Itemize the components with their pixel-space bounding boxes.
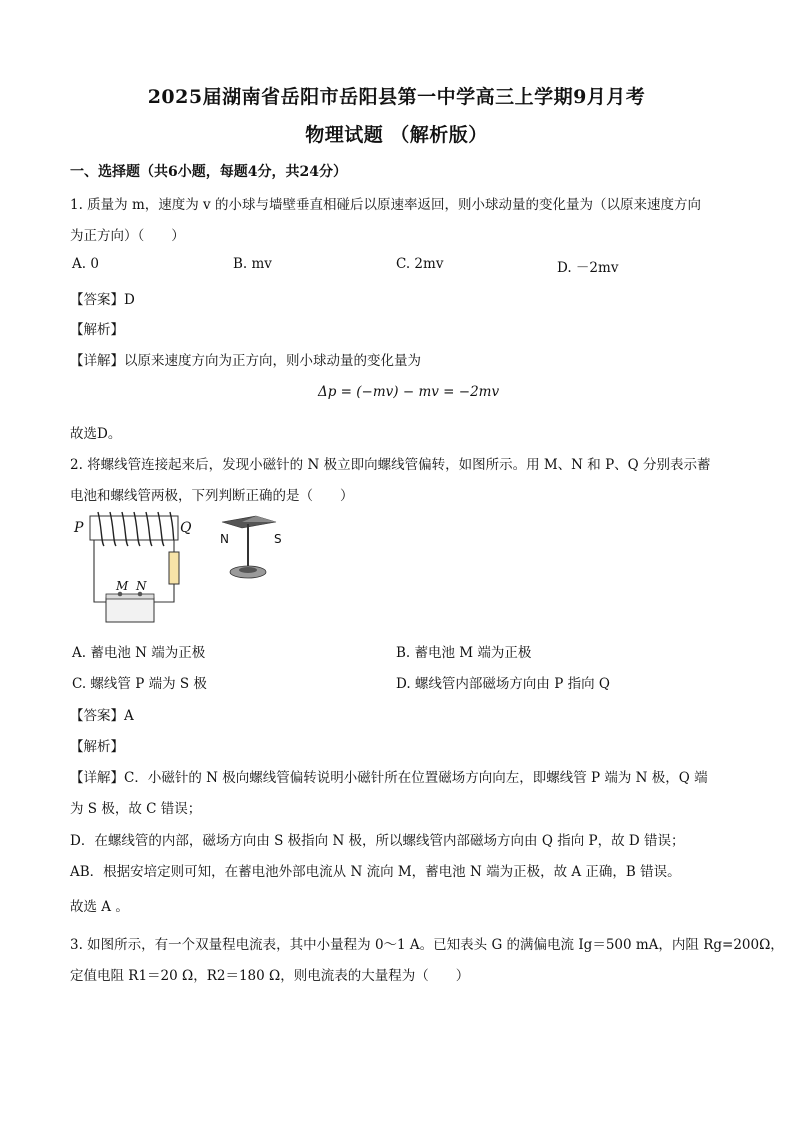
q1-stem-line1: 1. 质量为 m，速度为 v 的小球与墙壁垂直相碰后以原速率返回，则小球动量的变化量为（以原来速度方向 bbox=[70, 197, 701, 213]
q3-stem-line2: 定值电阻 R1＝20 Ω，R2＝180 Ω，则电流表的大量程为（ ） bbox=[70, 968, 470, 984]
q2-option-d: D. 螺线管内部磁场方向由 P 指向 Q bbox=[396, 676, 610, 692]
needle-n-label: N bbox=[220, 532, 229, 546]
label-n-battery: N bbox=[136, 579, 147, 593]
needle-s-label: S bbox=[274, 532, 282, 546]
q1-detail: 【详解】以原来速度方向为正方向，则小球动量的变化量为 bbox=[70, 353, 421, 369]
q1-option-b: B. mv bbox=[233, 256, 272, 272]
battery-top bbox=[106, 594, 154, 599]
label-m: M bbox=[116, 579, 129, 593]
solenoid-core bbox=[90, 516, 178, 540]
q2-detail-line4: AB．根据安培定则可知，在蓄电池外部电流从 N 流向 M，蓄电池 N 端为正极，故 A 正确，B 错误。 bbox=[70, 864, 681, 880]
q2-detail-line2: 为 S 极，故 C 错误； bbox=[70, 801, 202, 817]
q2-option-b: B. 蓄电池 M 端为正极 bbox=[396, 645, 532, 661]
left-wire bbox=[94, 540, 106, 602]
q2-detail-line1: 【详解】C．小磁针的 N 极向螺线管偏转说明小磁针所在位置磁场方向向左，即螺线管 P 端为 N 极，Q 端 bbox=[70, 770, 708, 786]
magnetic-needle bbox=[222, 516, 276, 578]
q2-answer: 【答案】A bbox=[70, 708, 134, 724]
q1-option-c: C. 2mv bbox=[396, 256, 444, 272]
right-wire-bottom bbox=[154, 584, 174, 602]
q1-conclusion: 故选D。 bbox=[70, 426, 122, 442]
q2-detail-line3: D．在螺线管的内部，磁场方向由 S 极指向 N 极，所以螺线管内部磁场方向由 Q 指向 P，故 D 错误； bbox=[70, 833, 685, 849]
q1-option-a: A. 0 bbox=[72, 256, 99, 272]
q1-answer: 【答案】D bbox=[70, 292, 135, 308]
page-title-line1: 2025届湖南省岳阳市岳阳县第一中学高三上学期9月月考 bbox=[147, 86, 646, 108]
q1-analysis-label: 【解析】 bbox=[70, 322, 124, 338]
q2-option-c: C. 螺线管 P 端为 S 极 bbox=[72, 676, 207, 692]
q2-analysis-label: 【解析】 bbox=[70, 739, 124, 755]
label-q: Q bbox=[180, 520, 192, 536]
q2-option-a: A. 蓄电池 N 端为正极 bbox=[72, 645, 206, 661]
q2-stem-line1: 2. 将螺线管连接起来后，发现小磁针的 N 极立即向螺线管偏转，如图所示。用 M、N 和 P、Q 分别表示蓄 bbox=[70, 457, 711, 473]
label-p: P bbox=[74, 520, 84, 536]
section-heading: 一、选择题（共6小题，每题4分，共24分） bbox=[70, 164, 347, 180]
page-title-line2: 物理试题 （解析版） bbox=[305, 124, 488, 146]
q1-option-d: D. －2mv bbox=[557, 260, 619, 276]
battery bbox=[106, 598, 154, 622]
q2-figure bbox=[70, 510, 310, 630]
q3-stem-line1: 3. 如图所示，有一个双量程电流表，其中小量程为 0～1 A。已知表头 G 的满偏电流 Ig＝500 mA，内阻 Rg=200Ω， bbox=[70, 937, 784, 953]
q2-conclusion: 故选 A 。 bbox=[70, 899, 129, 915]
q1-formula: Δp = (−mv) − mv = −2mv bbox=[318, 384, 500, 400]
q2-stem-line2: 电池和螺线管两极，下列判断正确的是（ ） bbox=[70, 488, 354, 504]
q1-stem-line2: 为正方向）（ ） bbox=[70, 228, 185, 244]
resistor bbox=[169, 552, 179, 584]
